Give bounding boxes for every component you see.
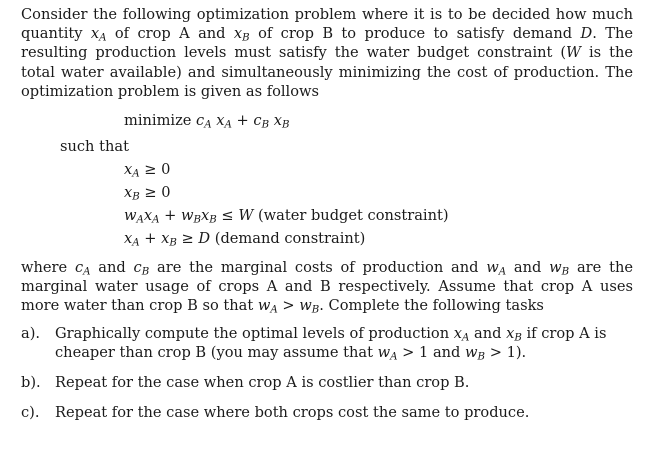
task-label: a). <box>21 324 41 342</box>
intro-text: is the total water available) and simultaneously minimizing the cost of production. The optimization problem is given as follows <box>21 44 633 100</box>
intro-text: Consider the following optimization problem where it is to be decided how much quantity <box>21 6 633 43</box>
constraint-demand: $x_A + x_B \ge D$ (demand constraint) <box>124 230 366 249</box>
constraint-list <box>21 160 633 252</box>
math-W: W <box>566 44 582 62</box>
assumption-paragraph: where $c_A$ and $c_B$ are the marginal costs of production and $w_A$ and $w_B$ are the marginal water usage of crops A and B respectively. Assume that crop A uses more water than crop B so that $w_A > w_B$. Complete the following tasks <box>21 259 633 316</box>
such-that-label: such that <box>60 138 129 156</box>
task-text: Repeat for the case when crop A is costlier than crop B. <box>55 374 470 392</box>
task-item-c <box>21 403 633 422</box>
constraint-water-budget: $w_Ax_A + w_Bx_B \le W$ (water budget constraint) <box>124 207 449 226</box>
task-label: b). <box>21 374 41 392</box>
document-page <box>21 5 633 433</box>
intro-text: of crop B to produce to satisfy demand <box>249 25 581 43</box>
task-list <box>21 324 633 423</box>
constraint-xB-nonneg: $x_B \ge 0$ <box>124 184 171 203</box>
task-label: c). <box>21 404 40 422</box>
math-xA: $x_A$ <box>90 25 107 44</box>
constraint-xA-nonneg: $x_A \ge 0$ <box>124 161 171 180</box>
intro-paragraph <box>21 5 633 101</box>
minimize-word: minimize <box>124 112 197 130</box>
task-item-b <box>21 373 633 392</box>
task-text: Repeat for the case where both crops cost the same to produce. <box>55 404 530 422</box>
intro-text: . The resulting production levels must satisfy the water budget constraint ( <box>21 25 633 62</box>
intro-text: of crop A and <box>106 25 234 43</box>
math-xB: $x_B$ <box>233 25 250 44</box>
task-item-a <box>21 324 633 362</box>
objective-function: minimize $c_A$ $x_A + c_B$ $x_B$ <box>124 112 290 131</box>
math-D: D <box>580 25 593 43</box>
task-text: Graphically compute the optimal levels of production $x_A$ and $x_B$ if crop A is cheaper than crop B (you may assume that $w_A > 1$ and $w_B > 1$). <box>55 324 607 363</box>
